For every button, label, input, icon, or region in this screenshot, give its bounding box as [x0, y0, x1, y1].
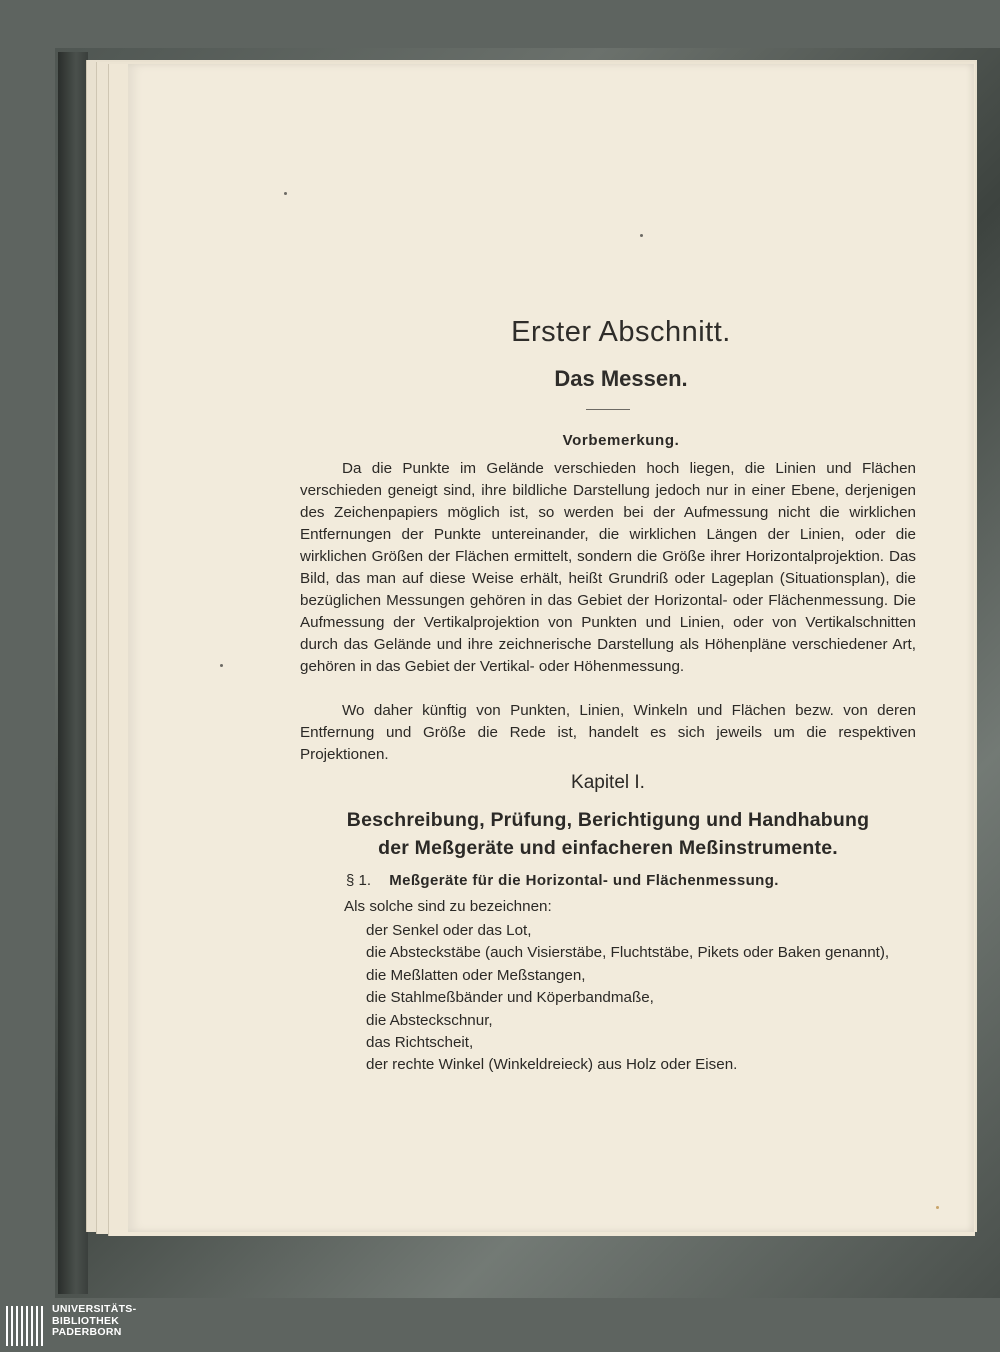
preface-paragraph: Da die Punkte im Gelände verschieden hoch liegen, die Linien und Flächen verschieden geneigt sind, ihre bildliche Darstellung jedoch nur in einer Ebene, derjenigen des Zeichenpapiers möglich ist, so werden bei der Aufmessung nicht die wirklichen Entfernungen der Punkte untereinander, die wirklichen Längen der Linien, oder die wirklichen Größen der Flächen ermittelt, sondern die Größe ihrer Horizontalprojektion. Das Bild, das man auf diese Weise erhält, heißt Grundriß oder Lageplan (Situationsplan), die bezüglichen Messungen gehören in das Gebiet der Horizontal- oder Flächenmessung. Die Aufmessung der Vertikalprojektion von Punkten und Linien, oder von Vertikalschnitten durch das Gelände und ihre zeichnerische Darstellung als Höhenpläne verschiedener Art, gehören in das Gebiet der Vertikal- oder Höhenmessung. — [300, 460, 916, 675]
list-item: der rechte Winkel (Winkeldreieck) aus Holz oder Eisen. — [366, 1056, 738, 1074]
chapter-label: Kapitel I. — [571, 772, 645, 793]
chapter-title — [288, 806, 928, 862]
paper-speck — [284, 192, 287, 195]
list-intro: Als solche sind zu bezeichnen: — [344, 898, 552, 915]
paper-speck — [936, 1206, 939, 1209]
chapter-title-line: Beschreibung, Prüfung, Berichtigung und Handhabung — [346, 809, 870, 831]
library-name-line: PADERBORN — [52, 1326, 122, 1338]
paragraph-number: § 1. — [346, 872, 372, 889]
list-item: das Richtscheit, — [366, 1034, 474, 1052]
paper-speck — [640, 234, 643, 237]
paragraph-title: Meßgeräte für die Horizontal- und Flächenmessung. — [389, 872, 779, 889]
list-item: die Meßlatten oder Meßstangen, — [366, 966, 586, 984]
list-item: der Senkel oder das Lot, — [366, 922, 532, 939]
library-logo — [0, 1300, 1000, 1352]
logo-bars-icon — [6, 1306, 46, 1346]
paper-speck — [220, 664, 223, 667]
book-spine — [58, 52, 88, 1294]
book-page — [128, 64, 974, 1232]
library-name-line: UNIVERSITÄTS- — [52, 1303, 137, 1315]
library-name — [52, 1304, 136, 1339]
paragraph-heading — [346, 872, 779, 889]
list-item: die Absteckstäbe (auch Visierstäbe, Fluchtstäbe, Pikets oder Baken genannt), — [366, 944, 890, 962]
preface-paragraph: Wo daher künftig von Punkten, Linien, Winkeln und Flächen bezw. von deren Entfernung und Größe die Rede ist, handelt es sich jeweils um die respektiven Projektionen. — [300, 702, 916, 763]
divider-rule — [586, 409, 630, 410]
instrument-list — [366, 920, 889, 1077]
section-subtitle: Das Messen. — [554, 366, 688, 391]
section-title: Erster Abschnitt. — [511, 316, 731, 348]
list-item: die Stahlmeßbänder und Köperbandmaße, — [366, 989, 654, 1007]
library-name-line: BIBLIOTHEK — [52, 1314, 120, 1327]
list-item: die Absteckschnur, — [366, 1011, 493, 1029]
preface-heading: Vorbemerkung. — [562, 432, 680, 449]
chapter-title-line: der Meßgeräte und einfacheren Meßinstrumente. — [378, 837, 838, 859]
